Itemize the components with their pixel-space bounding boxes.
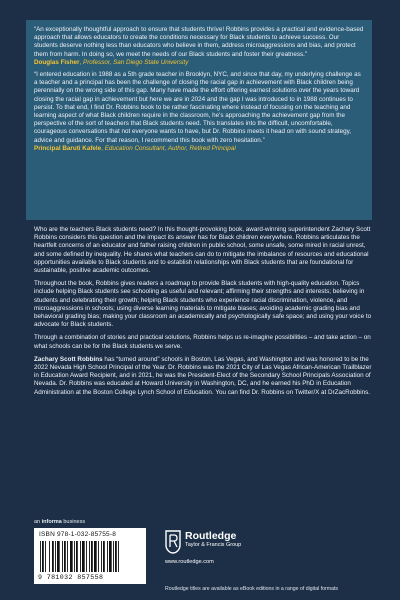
barcode-bar <box>40 541 41 572</box>
barcode-bar <box>57 541 60 572</box>
barcode-bar <box>115 541 117 572</box>
barcode-bars <box>40 541 140 572</box>
barcode-bar <box>82 541 85 572</box>
barcode-bar <box>42 541 44 572</box>
endorser-title: Education Consultant, Author, Retired Principal <box>104 144 236 152</box>
barcode-bar <box>113 541 114 572</box>
barcode-bar <box>62 541 63 572</box>
barcode-bar <box>74 541 75 572</box>
barcode-bar <box>64 541 66 572</box>
informa-imprint: an informa business <box>34 519 86 525</box>
endorsement-attribution: Principal Baruti Kafele, Education Consultant, Author, Retired Principal <box>34 144 236 152</box>
barcode-bar <box>86 541 87 572</box>
barcode-bar <box>98 541 99 572</box>
endorser-name: Douglas Fisher <box>34 58 80 66</box>
author-bio <box>34 356 374 397</box>
description-paragraph: Who are the teachers Black students need? In this thought-provoking book, award-winning superintendent Zachary Scott Robbins considers this question and the impact its answer has for Black children everywhere. Robbins articulates the heartfelt concerns of an educator and father raising children in public school, some unsafe, some mired in racial unrest, and some defined by inequality. He shares what teachers can do to mitigate the imbalance of resources and educational opportunities available to Black students and to establish relationships with Black students that are foundational for sustainable, positive academic outcomes. <box>34 226 371 275</box>
barcode-bar <box>80 541 81 572</box>
publisher-url[interactable]: www.routledge.com <box>165 559 214 565</box>
barcode-bar <box>101 541 102 572</box>
book-description <box>34 226 374 402</box>
barcode-bar <box>45 541 46 572</box>
endorsement-quote: “I entered education in 1988 as a 5th grade teacher in Brooklyn, NYC, and since that day, my underlying challenge as a teacher and a principal has been the challenge of closing the racial gap in achievement with Black children being perennially on the wrong side of this gap. Many have made the effort offering earnest solutions over the years toward closing the racial gap in achievement but here we are in 2024 and the gap I was introduced to in 1988 continues to persist. To that end, I find Dr. Robbins book to be rather fascinating where instead of focusing on the teaching and learning aspect of what Black children require in the classroom, he's approaching the achievement gap from the perspective of the sort of teachers that Black students need. This translates into the difficult, uncomfortable, courageous conversations that not everyone wants to have, but Dr. Robbins meets it head on with sound strategy, advice and guidance. For that reason, I recommend this book with zero hesitation.” <box>34 71 361 144</box>
endorsements-panel <box>26 20 372 220</box>
author-bio-text: has “turned around” schools in Boston, Las Vegas, and Washington and was honored to be the 2022 Nevada High School Principal of the Year. Dr. Robbins was the 2021 City of Las Vegas African-American Trailblazer in Education Award Recipient, and in 2021, he was the President-Elect of the Secondary School Principals Association of Nevada. Dr. Robbins was educated at Howard University in Washington, DC, and he earned his PhD in Education Administration at the Boston College Lynch School of Education. You can find Dr. Robbins on Twitter/X at DrZacRobbins. <box>34 355 372 396</box>
barcode-bar <box>107 541 108 572</box>
barcode-bar <box>103 541 105 572</box>
barcode-bar <box>49 541 50 572</box>
description-paragraph: Throughout the book, Robbins gives readers a roadmap to provide Black students with high-quality education. Topics include helping Black students see schooling as useful and relevant; affirming their strengths and interests; believing in students and celebrating their growth; helping Black students who experience racial discrimination, violence, and microaggressions in schools; using diverse learning materials to mitigate biases; avoiding academic grading bias and behavioral grading bias; making your classroom an academically and psychologically safe space; and using your voice to advocate for Black students. <box>34 280 372 329</box>
barcode-bar <box>91 541 93 572</box>
publisher-group: Taylor & Francis Group <box>185 542 242 548</box>
endorsement-quote: “An exceptionally thoughtful approach to ensure that students thrive! Robbins provides a practical and evidence-based approach that allows educators to create the conditions necessary for Black students to achieve success. Our students deserve nothing less than educators who believe in them, address microaggressions and bias, and protect them from harm. In doing so, we meet the needs of our Black students and foster their greatness.” <box>34 26 364 58</box>
isbn-barcode <box>34 528 146 584</box>
barcode-bar <box>67 541 68 572</box>
barcode-bar <box>109 541 112 572</box>
barcode-bar <box>94 541 97 572</box>
informa-logo: informa <box>41 519 62 525</box>
barcode-bar <box>118 541 119 572</box>
barcode-number: 9 781032 857558 <box>38 574 104 581</box>
endorser-name: Principal Baruti Kafele <box>34 144 102 152</box>
routledge-logo-icon <box>165 530 181 554</box>
endorser-title: Professor, San Diego State University <box>83 58 189 66</box>
ebook-note: Routledge titles are available as eBook editions in a range of digital formats <box>165 586 339 592</box>
description-paragraph: Through a combination of stories and practical solutions, Robbins helps us re-imagine possibilities – and take action – on what schools can be for the Black students we serve. <box>34 334 371 350</box>
barcode-bar <box>52 541 54 572</box>
barcode-bar <box>89 541 90 572</box>
publisher-name: Routledge <box>185 530 237 542</box>
barcode-bar <box>70 541 73 572</box>
endorsement-attribution: Douglas Fisher, Professor, San Diego State University <box>34 58 189 66</box>
barcode-bar <box>76 541 78 572</box>
barcode-bar <box>55 541 56 572</box>
isbn-label: ISBN 978-1-032-85755-8 <box>39 531 117 538</box>
author-name: Zachary Scott Robbins <box>34 355 103 363</box>
